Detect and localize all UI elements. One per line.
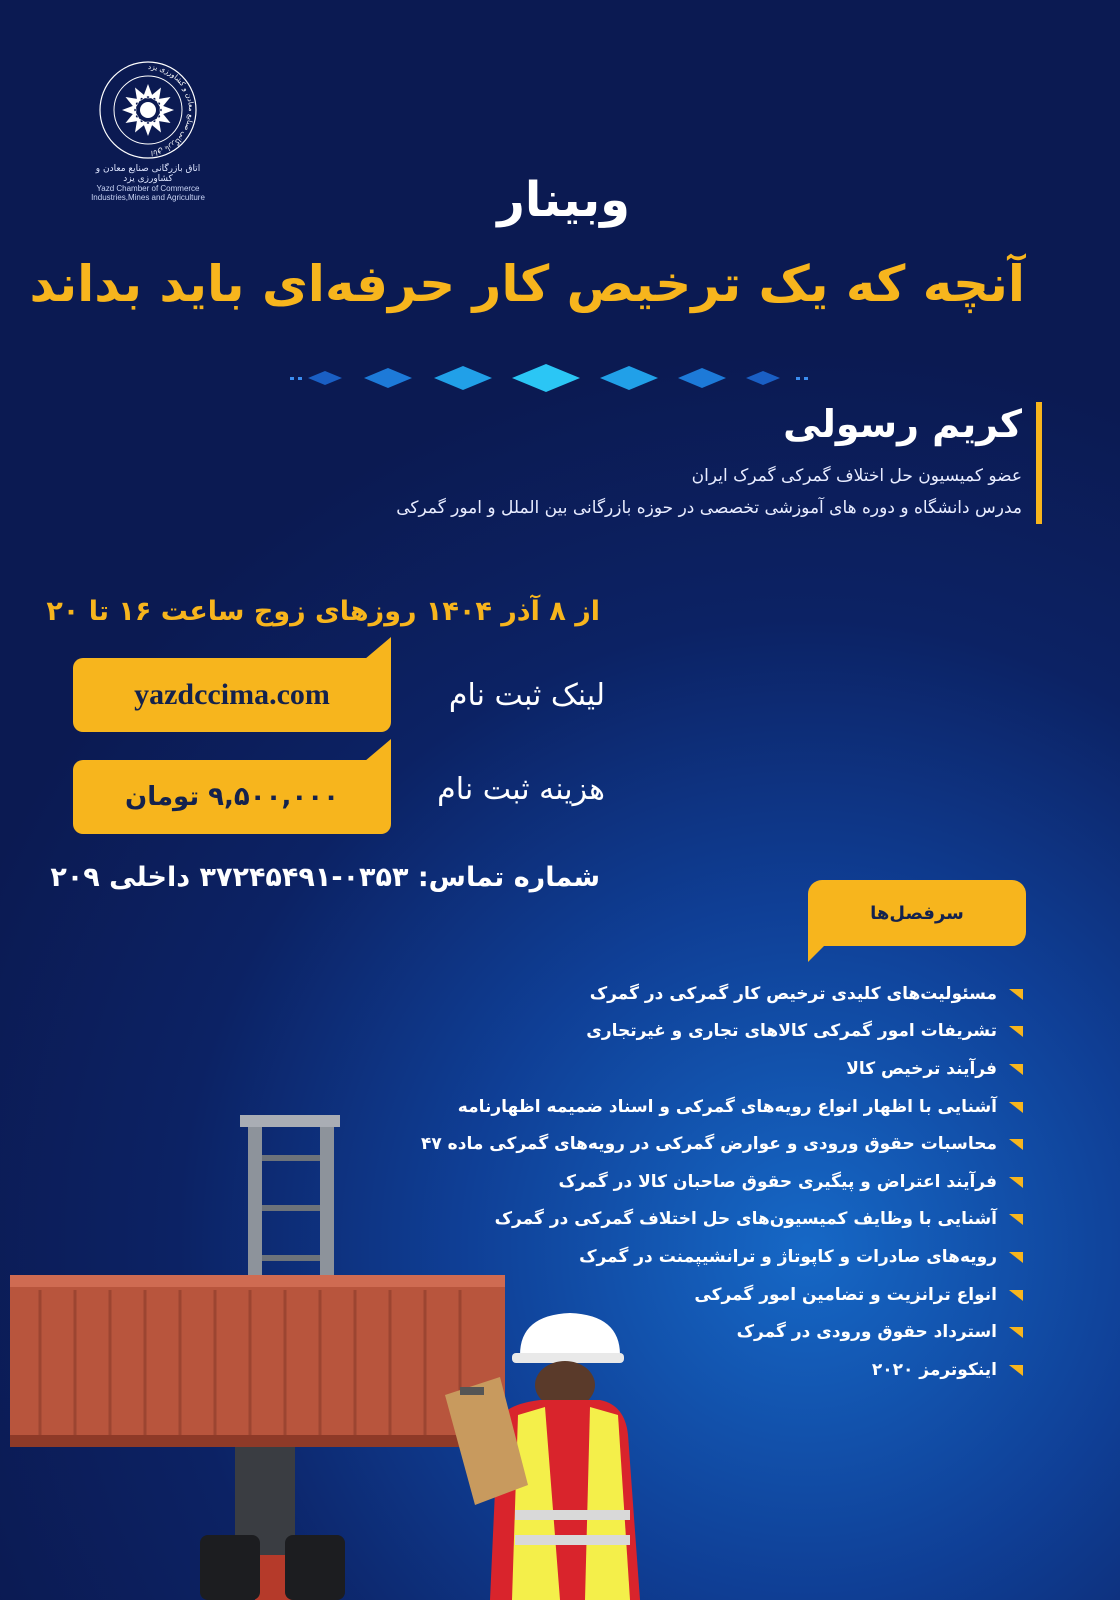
fee-label: هزینه ثبت نام: [437, 772, 605, 807]
logo-name-en-2: Industries,Mines and Agriculture: [91, 193, 205, 203]
triangle-bullet-icon: [1009, 1099, 1025, 1115]
port-illustration: [0, 1115, 640, 1600]
syllabus-item-label: فرآیند ترخیص کالا: [846, 1058, 997, 1079]
syllabus-item: [385, 1050, 1025, 1088]
triangle-bullet-icon: [1009, 1324, 1025, 1340]
triangle-bullet-icon: [1009, 1174, 1025, 1190]
logo-ring-text: اتاق بازرگانی صنایع معادن و کشاورزی یزد: [147, 61, 196, 158]
schedule-text: از ۸ آذر ۱۴۰۴ روزهای زوج ساعت ۱۶ تا ۲۰: [46, 596, 600, 627]
webinar-kicker: وبینار: [497, 172, 630, 228]
syllabus-item: [385, 1013, 1025, 1051]
speaker-role-1: عضو کمیسیون حل اختلاف گمرکی گمرک ایران: [691, 466, 1022, 486]
syllabus-item-label: اینکوترمز ۲۰۲۰: [871, 1359, 997, 1380]
logo-name-fa: اتاق بازرگانی صنایع معادن و کشاورزی یزد: [95, 164, 201, 184]
triangle-bullet-icon: [1009, 1136, 1025, 1152]
syllabus-item-label: محاسبات حقوق ورودی و عوارض گمرکی در رویه‌های گمرکی ماده ۴۷: [421, 1134, 997, 1155]
contact-phone: شماره تماس: ۰۳۵۳-۳۷۲۴۵۴۹۱ داخلی ۲۰۹: [50, 862, 600, 893]
chamber-emblem-icon: [98, 60, 198, 160]
syllabus-item: [385, 975, 1025, 1013]
registration-pill-tip: [365, 637, 391, 659]
syllabus-item-label: آشنایی با وظایف کمیسیون‌های حل اختلاف گمرکی در گمرک: [494, 1209, 997, 1230]
logo-name-en-1: Yazd Chamber of Commerce: [96, 184, 200, 193]
syllabus-heading-tip: [808, 946, 824, 962]
diamond-divider: [290, 360, 810, 396]
page-title: آنچه که یک ترخیص کار حرفه‌ای باید بداند: [29, 255, 1025, 313]
triangle-bullet-icon: [1009, 1211, 1025, 1227]
syllabus-item-label: فرآیند اعتراض و پیگیری حقوق صاحبان کالا در گمرک: [558, 1171, 997, 1192]
syllabus-item-label: مسئولیت‌های کلیدی ترخیص کار گمرکی در گمرک: [589, 983, 997, 1004]
fee-pill-tip: [365, 739, 391, 761]
syllabus-item-label: تشریفات امور گمرکی کالاهای تجاری و غیرتجاری: [586, 1021, 997, 1042]
speaker-name: کریم رسولی: [783, 402, 1022, 446]
syllabus-item-label: آشنایی با اظهار انواع رویه‌های گمرکی و اسناد ضمیمه اظهارنامه: [457, 1096, 997, 1117]
registration-label: لینک ثبت نام: [448, 678, 605, 713]
syllabus-heading: سرفصل‌ها: [808, 880, 1026, 946]
registration-link[interactable]: yazdccima.com: [73, 658, 391, 732]
triangle-bullet-icon: [1009, 1362, 1025, 1378]
speaker-block: [262, 402, 1042, 524]
triangle-bullet-icon: [1009, 1023, 1025, 1039]
syllabus-item-label: استرداد حقوق ورودی در گمرک: [736, 1322, 997, 1343]
chamber-logo: [78, 60, 218, 202]
shipping-container-icon: [10, 1275, 505, 1447]
triangle-bullet-icon: [1009, 986, 1025, 1002]
syllabus-item-label: رویه‌های صادرات و کاپوتاژ و ترانشیپمنت در گمرک: [579, 1246, 997, 1267]
syllabus-item-label: انواع ترانزیت و تضامین امور گمرکی: [694, 1284, 997, 1305]
speaker-role-2: مدرس دانشگاه و دوره های آموزشی تخصصی در حوزه بازرگانی بین الملل و امور گمرکی: [396, 498, 1022, 518]
triangle-bullet-icon: [1009, 1249, 1025, 1265]
triangle-bullet-icon: [1009, 1061, 1025, 1077]
triangle-bullet-icon: [1009, 1287, 1025, 1303]
fee-value: ۹,۵۰۰,۰۰۰ تومان: [73, 760, 391, 834]
